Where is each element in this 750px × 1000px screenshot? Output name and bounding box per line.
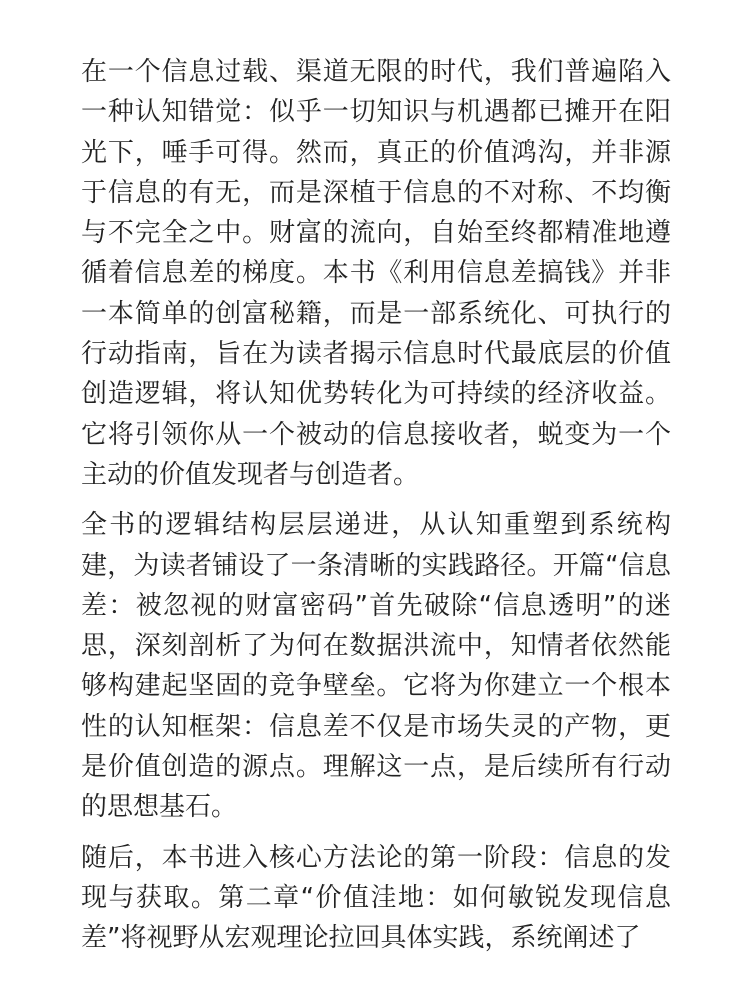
paragraph-1: 在一个信息过载、渠道无限的时代，我们普遍陷入一种认知错觉：似乎一切知识与机遇都已摊开在阳光下，唾手可得。然而，真正的价值鸿沟，并非源于信息的有无，而是深植于信息的不对称、不均衡与不完全之中。财富的流向，自始至终都精准地遵循着信息差的梯度。本书《利用信息差搞钱》并非一本简单的创富秘籍，而是一部系统化、可执行的行动指南，旨在为读者揭示信息时代最底层的价值创造逻辑，将认知优势转化为可持续的经济收益。它将引领你从一个被动的信息接收者，蜕变为一个主动的价值发现者与创造者。 bbox=[81, 57, 671, 490]
document-body bbox=[81, 52, 671, 969]
paragraph-2: 全书的逻辑结构层层递进，从认知重塑到系统构建，为读者铺设了一条清晰的实践路径。开篇“信息差：被忽视的财富密码”首先破除“信息透明”的迷思，深刻剖析了为何在数据洪流中，知情者依然能够构建起坚固的竞争壁垒。它将为你建立一个根本性的认知框架：信息差不仅是市场失灵的产物，更是价值创造的源点。理解这一点，是后续所有行动的思想基石。 bbox=[81, 510, 671, 823]
paragraph-3: 随后，本书进入核心方法论的第一阶段：信息的发现与获取。第二章“价值洼地：如何敏锐发现信息差”将视野从宏观理论拉回具体实践，系统阐述了 bbox=[81, 842, 671, 954]
